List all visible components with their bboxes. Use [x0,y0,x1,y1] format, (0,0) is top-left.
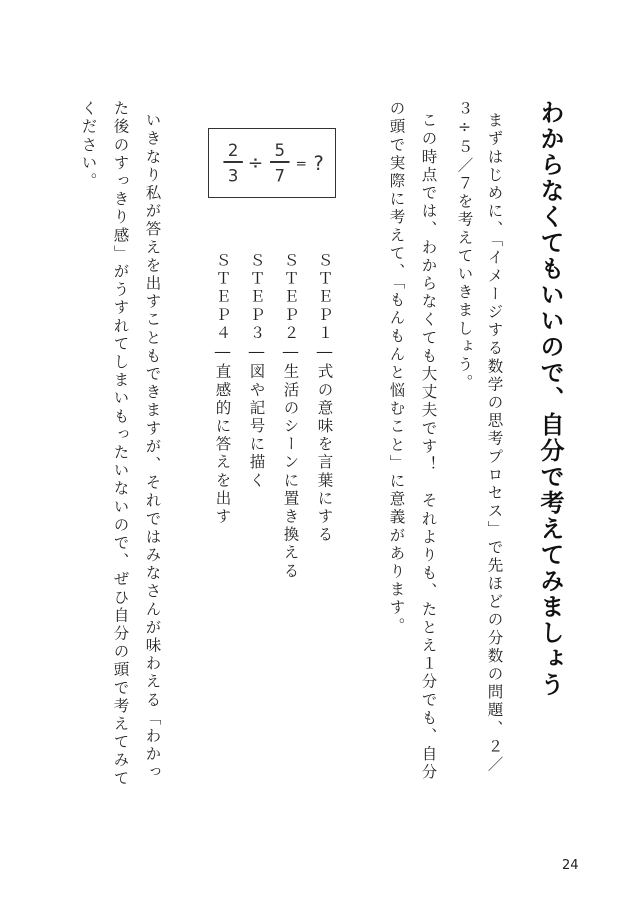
paragraph3-line1: いきなり私が答えを出すこともできますが、それではみなさんが味わえる「わかっ [143,112,162,782]
formula-question-mark: ? [313,151,324,175]
page-heading: わからなくてもいいので、自分で考えてみましょう [536,100,564,698]
handwritten-formula [209,129,335,197]
formula-denominator-1: 3 [227,166,239,186]
paragraph1-line1: まずはじめに、「イメージする数学の思考プロセス」で先ほどの分数の問題、２／ [485,112,504,774]
formula-denominator-2: 7 [274,166,286,186]
formula-numerator-1: 2 [227,141,239,161]
paragraph2-line2: の頭で実際に考えて、「もんもんと悩むこと」に意義があります。 [387,100,406,636]
paragraph3-line3: ください。 [79,100,98,191]
step-4: ＳＴＥＰ４―直感的に答えを出す [213,252,232,526]
paragraph1-line2: ３÷５／７を考えていきましょう。 [455,100,474,393]
formula-divide-sign: ÷ [247,152,264,174]
page-number: 24 [562,858,579,873]
step-2: ＳＴＥＰ２―生活のシーンに置き換える [281,252,300,581]
formula-numerator-2: 5 [274,141,286,161]
formula-box [208,128,336,198]
paragraph3-line2: た後のすっきり感」がうすれてしまいもったいないので、ぜひ自分の頭で考えてみて [111,100,130,788]
step-3: ＳＴＥＰ３―図や記号に描く [247,252,266,490]
paragraph2-line1: この時点では、わからなくても大丈夫です！ それよりも、たとえ１分でも、自分 [419,112,438,782]
step-1: ＳＴＥＰ１―式の意味を言葉にする [315,252,334,545]
formula-equals-sign: = [295,155,307,172]
